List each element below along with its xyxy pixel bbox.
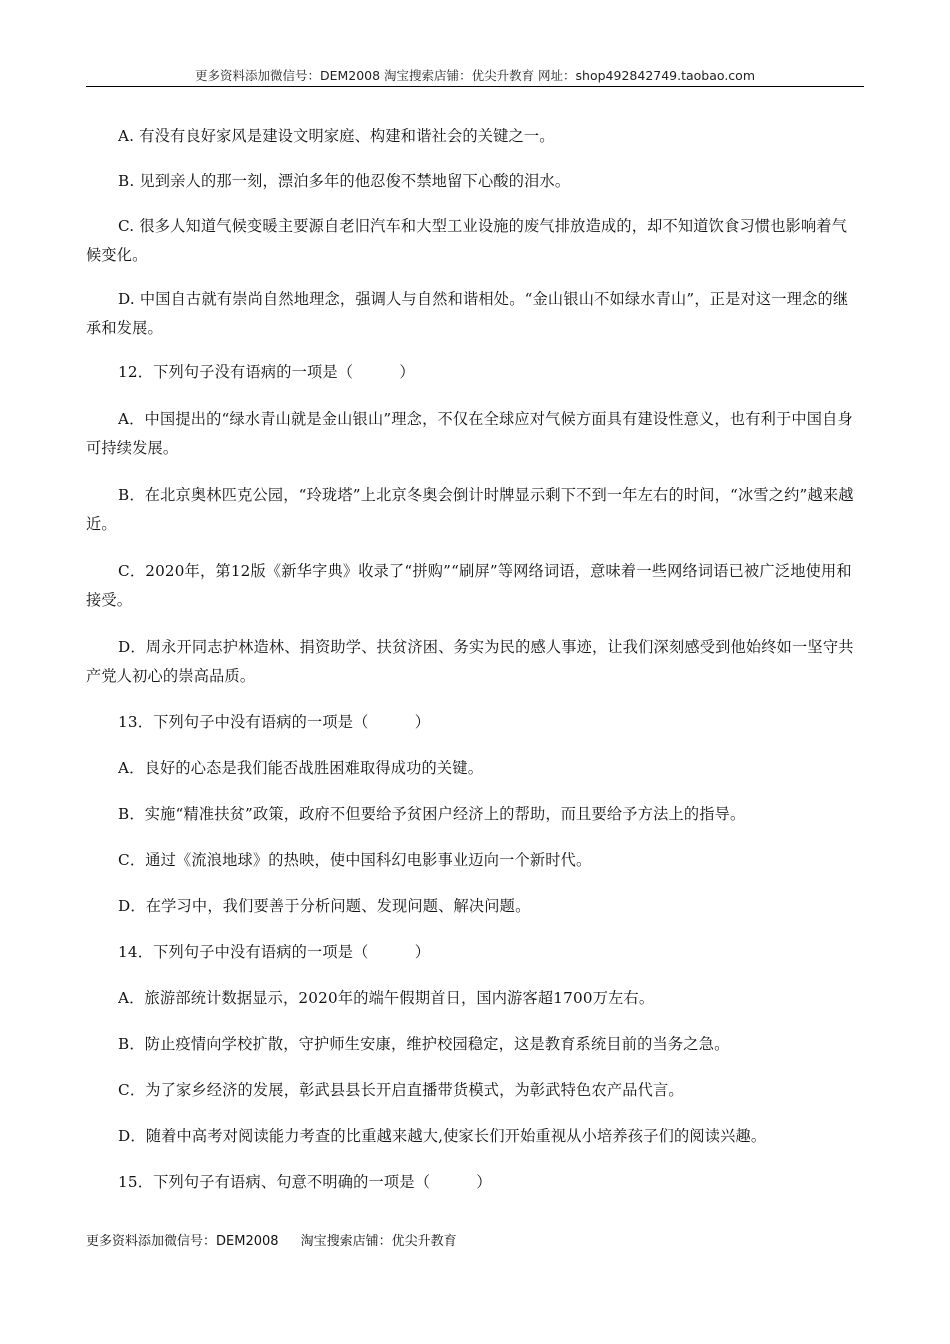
page-footer — [86, 1230, 475, 1249]
question-12: 12．下列句子没有语病的一项是（ ） — [118, 363, 415, 381]
question-15: 15．下列句子有语病、句意不明确的一项是（ ） — [118, 1173, 492, 1191]
option-12a: A．中国提出的“绿水青山就是金山银山”理念，不仅在全球应对气候方面具有建设性意义，也有利于中国自身可持续发展。 — [86, 410, 853, 457]
option-14b: B．防止疫情向学校扩散，守护师生安康，维护校园稳定，这是教育系统目前的当务之急。 — [118, 1035, 730, 1053]
option-11d: D. 中国自古就有崇尚自然地理念，强调人与自然和谐相处。“金山银山不如绿水青山”，正是对这一理念的继承和发展。 — [86, 290, 849, 337]
option-13c: C．通过《流浪地球》的热映，使中国科幻电影事业迈向一个新时代。 — [118, 851, 592, 869]
header-divider — [86, 86, 864, 87]
option-13b: B．实施“精准扶贫”政策，政府不但要给予贫困户经济上的帮助，而且要给予方法上的指导。 — [118, 805, 746, 823]
option-12d: D．周永开同志护林造林、捐资助学、扶贫济困、务实为民的感人事迹，让我们深刻感受到他始终如一坚守共产党人初心的崇高品质。 — [86, 638, 854, 685]
option-13a: A．良好的心态是我们能否战胜困难取得成功的关键。 — [118, 759, 484, 777]
option-11a: A. 有没有良好家风是建设文明家庭、构建和谐社会的关键之一。 — [118, 127, 555, 145]
option-14c: C．为了家乡经济的发展，彰武县县长开启直播带货模式，为彰武特色农产品代言。 — [118, 1081, 684, 1099]
option-14a: A．旅游部统计数据显示，2020年的端午假期首日，国内游客超1700万左右。 — [118, 989, 655, 1007]
option-12c: C．2020年，第12版《新华字典》收录了“拼购”“刷屏”等网络词语，意味着一些网络词语已被广泛地使用和接受。 — [86, 562, 852, 609]
option-12b: B．在北京奥林匹克公园，“玲珑塔”上北京冬奥会倒计时牌显示剩下不到一年左右的时间，“冰雪之约”越来越近。 — [86, 486, 854, 533]
option-13d: D．在学习中，我们要善于分析问题、发现问题、解决问题。 — [118, 897, 531, 915]
footer-wechat: 更多资料添加微信号：DEM2008 — [86, 1234, 279, 1249]
option-11c: C. 很多人知道气候变暖主要源自老旧汽车和大型工业设施的废气排放造成的，却不知道饮食习惯也影响着气候变化。 — [86, 217, 848, 264]
question-14: 14．下列句子中没有语病的一项是（ ） — [118, 943, 431, 961]
option-14d: D．随着中高考对阅读能力考查的比重越来越大,使家长们开始重视从小培养孩子们的阅读兴趣。 — [118, 1127, 767, 1145]
option-11b: B. 见到亲人的那一刻，漂泊多年的他忍俊不禁地留下心酸的泪水。 — [118, 172, 571, 190]
question-13: 13．下列句子中没有语病的一项是（ ） — [118, 713, 431, 731]
page-header: 更多资料添加微信号：DEM2008 淘宝搜索店铺：优尖升教育 网址：shop492842749.taobao.com — [194, 68, 756, 83]
footer-shop: 淘宝搜索店铺：优尖升教育 — [300, 1234, 457, 1249]
